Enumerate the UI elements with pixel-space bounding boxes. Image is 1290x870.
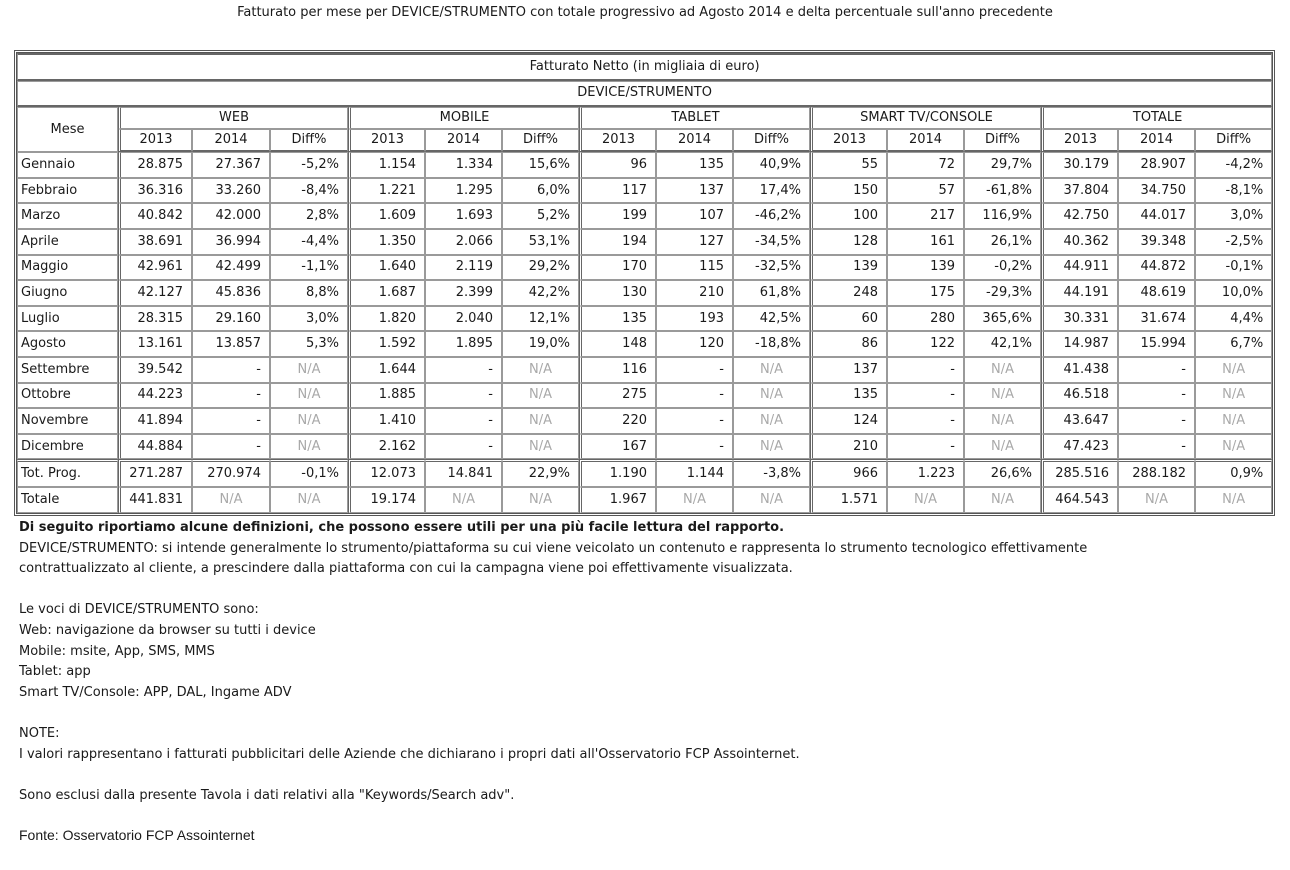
value-cell: 44.223: [118, 383, 192, 409]
value-cell: -: [656, 434, 733, 460]
value-cell: -29,3%: [964, 280, 1041, 306]
value-cell: 40.842: [118, 203, 192, 229]
value-cell: 41.438: [1041, 357, 1118, 383]
value-cell: -: [1118, 383, 1195, 409]
value-cell: 57: [887, 178, 964, 204]
month-cell: Totale: [17, 487, 118, 513]
value-cell: 135: [810, 383, 887, 409]
voce-smart-tv: Smart TV/Console: APP, DAL, Ingame ADV: [19, 684, 292, 700]
value-cell: 48.619: [1118, 280, 1195, 306]
value-cell: -: [656, 408, 733, 434]
month-cell: Giugno: [17, 280, 118, 306]
value-cell: 53,1%: [502, 229, 579, 255]
value-cell: N/A: [733, 487, 810, 513]
value-cell: 40,9%: [733, 152, 810, 178]
value-cell: -: [425, 357, 502, 383]
value-cell: 15.994: [1118, 331, 1195, 357]
value-cell: 464.543: [1041, 487, 1118, 513]
value-cell: 1.644: [348, 357, 425, 383]
value-cell: 96: [579, 152, 656, 178]
value-cell: -2,5%: [1195, 229, 1272, 255]
notes-heading: Di seguito riportiamo alcune definizioni, che possono essere utili per una più facile lettura del rapporto.: [19, 520, 785, 535]
value-cell: 271.287: [118, 459, 192, 487]
month-cell: Settembre: [17, 357, 118, 383]
value-cell: 41.894: [118, 408, 192, 434]
value-cell: -: [1118, 434, 1195, 460]
value-cell: 161: [887, 229, 964, 255]
value-cell: -5,2%: [270, 152, 348, 178]
value-cell: 1.410: [348, 408, 425, 434]
value-cell: N/A: [964, 487, 1041, 513]
value-cell: 150: [810, 178, 887, 204]
value-cell: 2.162: [348, 434, 425, 460]
value-cell: 167: [579, 434, 656, 460]
value-cell: N/A: [733, 408, 810, 434]
value-cell: -61,8%: [964, 178, 1041, 204]
month-cell: Gennaio: [17, 152, 118, 178]
value-cell: 116: [579, 357, 656, 383]
value-cell: 3,0%: [270, 306, 348, 332]
value-cell: -8,1%: [1195, 178, 1272, 204]
value-cell: 0,9%: [1195, 459, 1272, 487]
value-cell: 116,9%: [964, 203, 1041, 229]
value-cell: 44.911: [1041, 255, 1118, 281]
value-cell: 40.362: [1041, 229, 1118, 255]
value-cell: N/A: [733, 383, 810, 409]
value-cell: 170: [579, 255, 656, 281]
month-column-header: Mese: [17, 107, 118, 152]
group-header-mobile: MOBILE: [348, 107, 579, 129]
value-cell: 46.518: [1041, 383, 1118, 409]
value-cell: 42.127: [118, 280, 192, 306]
value-cell: 270.974: [192, 459, 270, 487]
value-cell: -: [192, 357, 270, 383]
value-cell: 5,2%: [502, 203, 579, 229]
value-cell: 6,0%: [502, 178, 579, 204]
value-cell: 107: [656, 203, 733, 229]
year-header: 2014: [1118, 129, 1195, 152]
value-cell: N/A: [270, 383, 348, 409]
year-header: 2014: [192, 129, 270, 152]
value-cell: 13.161: [118, 331, 192, 357]
year-header: Diff%: [270, 129, 348, 152]
value-cell: 1.687: [348, 280, 425, 306]
month-cell: Aprile: [17, 229, 118, 255]
value-cell: 36.316: [118, 178, 192, 204]
value-cell: 3,0%: [1195, 203, 1272, 229]
value-cell: 5,3%: [270, 331, 348, 357]
value-cell: 1.820: [348, 306, 425, 332]
table-row: [17, 357, 1272, 383]
value-cell: 36.994: [192, 229, 270, 255]
value-cell: 122: [887, 331, 964, 357]
value-cell: 175: [887, 280, 964, 306]
value-cell: 288.182: [1118, 459, 1195, 487]
value-cell: 28.315: [118, 306, 192, 332]
value-cell: 34.750: [1118, 178, 1195, 204]
value-cell: 42.499: [192, 255, 270, 281]
definition-line-2: contrattualizzato al cliente, a prescindere dalla piattaforma con cui la campagna viene poi effettivamente visualizzata.: [19, 561, 793, 577]
value-cell: 275: [579, 383, 656, 409]
value-cell: -: [656, 357, 733, 383]
value-cell: 1.223: [887, 459, 964, 487]
value-cell: 19.174: [348, 487, 425, 513]
value-cell: -: [656, 383, 733, 409]
value-cell: 124: [810, 408, 887, 434]
value-cell: N/A: [270, 357, 348, 383]
value-cell: 72: [887, 152, 964, 178]
value-cell: 4,4%: [1195, 306, 1272, 332]
value-cell: 135: [579, 306, 656, 332]
value-cell: 27.367: [192, 152, 270, 178]
year-header: 2014: [425, 129, 502, 152]
value-cell: N/A: [964, 434, 1041, 460]
month-cell: Maggio: [17, 255, 118, 281]
value-cell: N/A: [270, 487, 348, 513]
value-cell: 28.875: [118, 152, 192, 178]
value-cell: 42,5%: [733, 306, 810, 332]
voce-mobile: Mobile: msite, App, SMS, MMS: [19, 643, 215, 659]
value-cell: N/A: [733, 357, 810, 383]
value-cell: 45.836: [192, 280, 270, 306]
value-cell: 441.831: [118, 487, 192, 513]
value-cell: 26,1%: [964, 229, 1041, 255]
value-cell: 14.987: [1041, 331, 1118, 357]
value-cell: 14.841: [425, 459, 502, 487]
value-cell: 248: [810, 280, 887, 306]
value-cell: 42,1%: [964, 331, 1041, 357]
value-cell: N/A: [502, 487, 579, 513]
group-header-web: WEB: [118, 107, 348, 129]
month-cell: Marzo: [17, 203, 118, 229]
value-cell: 10,0%: [1195, 280, 1272, 306]
value-cell: 42.000: [192, 203, 270, 229]
value-cell: 13.857: [192, 331, 270, 357]
value-cell: 6,7%: [1195, 331, 1272, 357]
value-cell: -34,5%: [733, 229, 810, 255]
value-cell: 137: [656, 178, 733, 204]
value-cell: N/A: [1195, 434, 1272, 460]
value-cell: 365,6%: [964, 306, 1041, 332]
month-cell: Febbraio: [17, 178, 118, 204]
value-cell: -0,1%: [1195, 255, 1272, 281]
value-cell: 220: [579, 408, 656, 434]
value-cell: 17,4%: [733, 178, 810, 204]
value-cell: 61,8%: [733, 280, 810, 306]
value-cell: -: [887, 357, 964, 383]
value-cell: -: [425, 434, 502, 460]
table-title: Fatturato Netto (in migliaia di euro): [17, 53, 1272, 81]
group-header-smart-tv-console: SMART TV/CONSOLE: [810, 107, 1041, 129]
value-cell: 42.750: [1041, 203, 1118, 229]
revenue-table-container: [14, 50, 1271, 516]
value-cell: 193: [656, 306, 733, 332]
value-cell: N/A: [192, 487, 270, 513]
value-cell: -: [192, 408, 270, 434]
value-cell: 2.066: [425, 229, 502, 255]
value-cell: 33.260: [192, 178, 270, 204]
page-title: Fatturato per mese per DEVICE/STRUMENTO con totale progressivo ad Agosto 2014 e delta percentuale sull'anno precedente: [237, 5, 1053, 20]
value-cell: -: [887, 383, 964, 409]
value-cell: 42,2%: [502, 280, 579, 306]
exclusion-note: Sono esclusi dalla presente Tavola i dati relativi alla "Keywords/Search adv".: [19, 787, 515, 803]
value-cell: -0,2%: [964, 255, 1041, 281]
value-cell: 44.017: [1118, 203, 1195, 229]
value-cell: N/A: [502, 434, 579, 460]
table-row: [17, 280, 1272, 306]
year-header: 2013: [118, 129, 192, 152]
value-cell: 210: [810, 434, 887, 460]
table-row: [17, 459, 1272, 487]
value-cell: 39.348: [1118, 229, 1195, 255]
value-cell: 1.693: [425, 203, 502, 229]
value-cell: 199: [579, 203, 656, 229]
value-cell: 30.331: [1041, 306, 1118, 332]
value-cell: 1.592: [348, 331, 425, 357]
value-cell: -8,4%: [270, 178, 348, 204]
value-cell: N/A: [1195, 487, 1272, 513]
value-cell: 19,0%: [502, 331, 579, 357]
value-cell: N/A: [964, 357, 1041, 383]
value-cell: 139: [810, 255, 887, 281]
value-cell: N/A: [1118, 487, 1195, 513]
value-cell: -: [887, 408, 964, 434]
value-cell: 148: [579, 331, 656, 357]
value-cell: 22,9%: [502, 459, 579, 487]
value-cell: 26,6%: [964, 459, 1041, 487]
table-subtitle: DEVICE/STRUMENTO: [17, 81, 1272, 108]
value-cell: -4,2%: [1195, 152, 1272, 178]
source-line: Fonte: Osservatorio FCP Assointernet: [19, 827, 255, 843]
value-cell: -32,5%: [733, 255, 810, 281]
value-cell: 1.154: [348, 152, 425, 178]
value-cell: 1.144: [656, 459, 733, 487]
value-cell: -: [192, 383, 270, 409]
value-cell: N/A: [887, 487, 964, 513]
value-cell: 100: [810, 203, 887, 229]
value-cell: 39.542: [118, 357, 192, 383]
month-cell: Tot. Prog.: [17, 459, 118, 487]
year-header: Diff%: [733, 129, 810, 152]
value-cell: N/A: [1195, 357, 1272, 383]
value-cell: N/A: [964, 408, 1041, 434]
note-label: NOTE:: [19, 725, 60, 741]
year-header: Diff%: [502, 129, 579, 152]
value-cell: -: [425, 408, 502, 434]
table-row: [17, 331, 1272, 357]
table-row: [17, 383, 1272, 409]
value-cell: 37.804: [1041, 178, 1118, 204]
year-header: 2013: [579, 129, 656, 152]
value-cell: N/A: [733, 434, 810, 460]
value-cell: 42.961: [118, 255, 192, 281]
value-cell: 966: [810, 459, 887, 487]
value-cell: 1.190: [579, 459, 656, 487]
year-header: 2013: [810, 129, 887, 152]
revenue-table: [14, 50, 1275, 516]
value-cell: -: [425, 383, 502, 409]
year-header: Diff%: [1195, 129, 1272, 152]
value-cell: 217: [887, 203, 964, 229]
value-cell: -46,2%: [733, 203, 810, 229]
value-cell: -4,4%: [270, 229, 348, 255]
value-cell: 210: [656, 280, 733, 306]
value-cell: 1.609: [348, 203, 425, 229]
month-cell: Dicembre: [17, 434, 118, 460]
table-row: [17, 152, 1272, 178]
value-cell: 38.691: [118, 229, 192, 255]
group-header-tablet: TABLET: [579, 107, 810, 129]
value-cell: 280: [887, 306, 964, 332]
value-cell: -0,1%: [270, 459, 348, 487]
value-cell: 31.674: [1118, 306, 1195, 332]
value-cell: 135: [656, 152, 733, 178]
value-cell: -: [887, 434, 964, 460]
value-cell: -3,8%: [733, 459, 810, 487]
value-cell: 12.073: [348, 459, 425, 487]
value-cell: N/A: [502, 408, 579, 434]
value-cell: 2,8%: [270, 203, 348, 229]
value-cell: 12,1%: [502, 306, 579, 332]
voci-intro: Le voci di DEVICE/STRUMENTO sono:: [19, 602, 259, 618]
value-cell: 128: [810, 229, 887, 255]
table-row: [17, 434, 1272, 460]
month-cell: Ottobre: [17, 383, 118, 409]
value-cell: -: [1118, 357, 1195, 383]
definition-line-1: DEVICE/STRUMENTO: si intende generalmente lo strumento/piattaforma su cui viene veicolato un contenuto e rappresenta lo strumento tecnologico effettivamente: [19, 540, 1088, 556]
value-cell: N/A: [656, 487, 733, 513]
value-cell: 1.640: [348, 255, 425, 281]
value-cell: 139: [887, 255, 964, 281]
value-cell: N/A: [1195, 408, 1272, 434]
value-cell: 60: [810, 306, 887, 332]
value-cell: 44.872: [1118, 255, 1195, 281]
value-cell: -18,8%: [733, 331, 810, 357]
value-cell: N/A: [502, 357, 579, 383]
value-cell: 117: [579, 178, 656, 204]
note-text: I valori rappresentano i fatturati pubblicitari delle Aziende che dichiarano i propri dati all'Osservatorio FCP Assointernet.: [19, 746, 800, 762]
table-row: [17, 306, 1272, 332]
value-cell: 29,7%: [964, 152, 1041, 178]
value-cell: 1.221: [348, 178, 425, 204]
value-cell: 194: [579, 229, 656, 255]
value-cell: -: [192, 434, 270, 460]
value-cell: 43.647: [1041, 408, 1118, 434]
notes-section: [19, 518, 1269, 806]
value-cell: 86: [810, 331, 887, 357]
value-cell: 2.399: [425, 280, 502, 306]
value-cell: 1.967: [579, 487, 656, 513]
value-cell: 137: [810, 357, 887, 383]
voce-web: Web: navigazione da browser su tutti i device: [19, 622, 316, 638]
table-row: [17, 203, 1272, 229]
value-cell: 285.516: [1041, 459, 1118, 487]
value-cell: N/A: [425, 487, 502, 513]
value-cell: 1.571: [810, 487, 887, 513]
value-cell: 30.179: [1041, 152, 1118, 178]
value-cell: 28.907: [1118, 152, 1195, 178]
value-cell: 127: [656, 229, 733, 255]
month-cell: Novembre: [17, 408, 118, 434]
value-cell: N/A: [270, 434, 348, 460]
table-row: [17, 487, 1272, 513]
value-cell: 120: [656, 331, 733, 357]
value-cell: N/A: [502, 383, 579, 409]
value-cell: 1.334: [425, 152, 502, 178]
value-cell: N/A: [1195, 383, 1272, 409]
value-cell: -: [1118, 408, 1195, 434]
year-header: Diff%: [964, 129, 1041, 152]
value-cell: 1.295: [425, 178, 502, 204]
value-cell: 29.160: [192, 306, 270, 332]
value-cell: 1.885: [348, 383, 425, 409]
month-cell: Agosto: [17, 331, 118, 357]
value-cell: 1.895: [425, 331, 502, 357]
value-cell: 29,2%: [502, 255, 579, 281]
value-cell: 2.119: [425, 255, 502, 281]
value-cell: N/A: [270, 408, 348, 434]
value-cell: -1,1%: [270, 255, 348, 281]
table-row: [17, 229, 1272, 255]
year-header: 2013: [1041, 129, 1118, 152]
year-header: 2014: [656, 129, 733, 152]
value-cell: 55: [810, 152, 887, 178]
value-cell: 1.350: [348, 229, 425, 255]
table-row: [17, 255, 1272, 281]
value-cell: 15,6%: [502, 152, 579, 178]
value-cell: 47.423: [1041, 434, 1118, 460]
value-cell: 2.040: [425, 306, 502, 332]
value-cell: 115: [656, 255, 733, 281]
month-cell: Luglio: [17, 306, 118, 332]
group-header-totale: TOTALE: [1041, 107, 1272, 129]
year-header: 2013: [348, 129, 425, 152]
value-cell: 130: [579, 280, 656, 306]
value-cell: N/A: [964, 383, 1041, 409]
table-row: [17, 408, 1272, 434]
value-cell: 44.191: [1041, 280, 1118, 306]
value-cell: 8,8%: [270, 280, 348, 306]
voce-tablet: Tablet: app: [19, 664, 91, 680]
table-row: [17, 178, 1272, 204]
value-cell: 44.884: [118, 434, 192, 460]
year-header: 2014: [887, 129, 964, 152]
